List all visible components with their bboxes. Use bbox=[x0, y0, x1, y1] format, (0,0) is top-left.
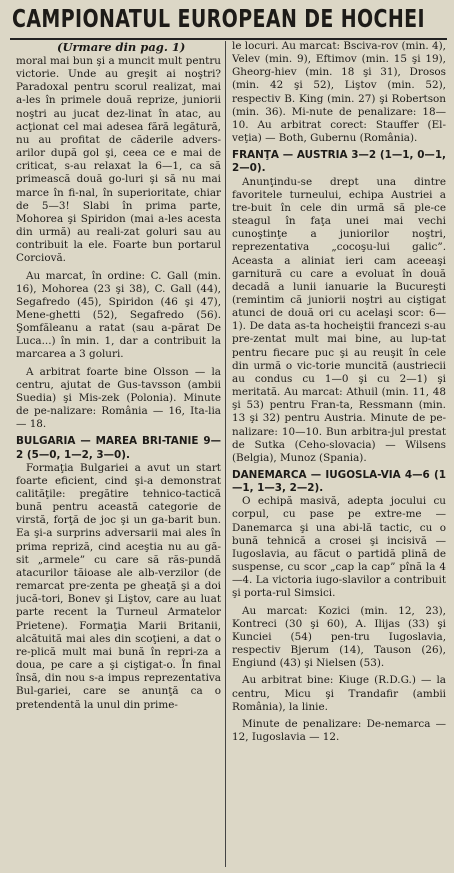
match-title: FRANŢA — AUSTRIA 3—2 (1—1, 0—1, 2—0). bbox=[232, 149, 446, 175]
headline: CAMPIONATUL EUROPEAN DE HOCHEI bbox=[12, 4, 425, 33]
match-title: BULGARIA — MAREA BRI-TANIE 9—2 (5—0, 1—2, 3—0). bbox=[16, 435, 221, 461]
paragraph: Au marcat, în ordine: C. Gall (min. 16), Mohorea (23 şi 38), C. Gall (44), Segafredo (45), Spiridon (46 şi 47), Mene-ghetti (52), Segafredo (56). Şomfăleanu a ratat (sau a-părat De Luca...) în min. 1, dar a contribuit la marcarea a 3 goluri. bbox=[16, 269, 221, 361]
continuation-note: (Urmare din pag. 1) bbox=[57, 40, 186, 54]
paragraph: Au arbitrat bine: Kiuge (R.D.G.) — la centru, Micu şi Trandafir (ambii România), la linie. bbox=[232, 674, 446, 713]
right-column bbox=[232, 40, 446, 867]
paragraph: A arbitrat foarte bine Olsson — la centru, ajutat de Gus-tavsson (ambii Suedia) şi Mis-zek (Polonia). Minute de pe-nalizare: România — 16, Ita-lia — 18. bbox=[16, 365, 221, 431]
paragraph: O echipă masivă, adepta jocului cu corpul, cu pase pe extre-me — Danemarca şi una abi-lă tactic, cu o bună tehnică a crosei şi incisivă — Iugoslavia, au făcut o partidă plină de suspense, cu scor „cap la cap” pînă la 4—4. La victoria iugo-slavilor a contribuit şi porta-rul Simsici. bbox=[232, 495, 446, 600]
paragraph: Formaţia Bulgariei a avut un start foarte eficient, cind şi-a demonstrat calităţile: pregătire tehnico-tactică bună pentru această categorie de virstă, forţă de joc şi un ga-barit bun. Ea şi-a surprins adversarii mai ales în prima repriză, cind aceştia nu au gă-sit „armele” cu care să răs-pundă atacurilor tăioase ale alb-verzilor (de remarcat pre-zenta pe gheaţă şi a doi jucă-tori, Bonev şi Liştov, care au luat parte recent la Turneul Armatelor Prietene). Formaţia Marii Britanii, alcătuită mai ales din scoţieni, a dat o re-plică mult mai bună în repri-za a doua, pe care a şi ciştigat-o. În final însă, din nou s-a impus reprezentativa Bul-gariei, care se anunţă ca o pretendentă la unul din prime- bbox=[16, 461, 221, 711]
left-column bbox=[16, 55, 221, 867]
paragraph: Au marcat: Kozici (min. 12, 23), Kontreci (30 şi 60), A. Ilijas (33) şi Kunciei (54) pen-tru Iugoslavia, respectiv Bjerum (14), Tauson (26), Engiund (43) şi Nielsen (53). bbox=[232, 604, 446, 670]
match-title: DANEMARCA — IUGOSLA-VIA 4—6 (1—1, 1—3, 2—2). bbox=[232, 469, 446, 495]
paragraph: le locuri. Au marcat: Bsciva-rov (min. 4), Velev (min. 9), Eftimov (min. 15 şi 19), Gheorg-hiev (min. 18 şi 31), Drosos (min. 42 şi 52), Liştov (min. 52), respectiv B. King (min. 27) şi Robertson (min. 36). Mi-nute de penalizare: 18—10. Au arbitrat corect: Stauffer (El-veţia) — Both, Gubernu (România). bbox=[232, 40, 446, 145]
paragraph: Anunţindu-se drept una dintre favoritele turneului, echipa Austriei a tre-buit în cele din urmă să ple-ce steagul în faţa unei mai vechi cunoştinţe a juniorilor noştri, reprezentativa „cocoşu-lui galic”. Aceasta a aliniat ieri cam aceeaşi garnitură cu care a evoluat în două decadă a lunii ianuarie la Bucureşti (remintim că juniorii noştri au ciştigat atunci de două ori cu acelaşi scor: 6—1). De data as-ta hocheiştii francezi s-au pre-zentat mult mai bine, au lup-tat pentru fiecare puc şi au reuşit în cele din urmă o vic-torie muncită (austriecii au condus cu 1—0 şi cu 2—1) şi meritată. Au marcat: Athuil (min. 11, 48 şi 53) pentru Fran-ta, Ressmann (min. 13 şi 32) pentru Austria. Minute de pe-nalizare: 10—10. Bun arbitra-jul prestat de Sutka (Ceho-slovacia) — Wilsens (Belgia), Munoz (Spania). bbox=[232, 175, 446, 464]
column-divider bbox=[225, 41, 226, 867]
paragraph: Minute de penalizare: De-nemarca — 12, Iugoslavia — 12. bbox=[232, 717, 446, 743]
paragraph: moral mai bun şi a muncit mult pentru victorie. Unde au greşit ai noştri? Paradoxal pentru scorul realizat, mai a-les în primele două reprize, juniorii noştri au jucat dez-linat în atac, au acţionat cel mai adesea fără legătură, nu au profitat de căderile advers-arilor după gol şi, ceea ce e mai de criticat, s-au relaxat la 6—1, ca să primească două go-luri şi să nu mai marce în fi-nal, în superioritate, chiar de 5—3! Slabi în prima parte, Mohorea şi Spiridon (mai a-les acesta din urmă) au reali-zat goluri sau au contribuit la ele. Foarte bun portarul Corciovă. bbox=[16, 55, 221, 265]
